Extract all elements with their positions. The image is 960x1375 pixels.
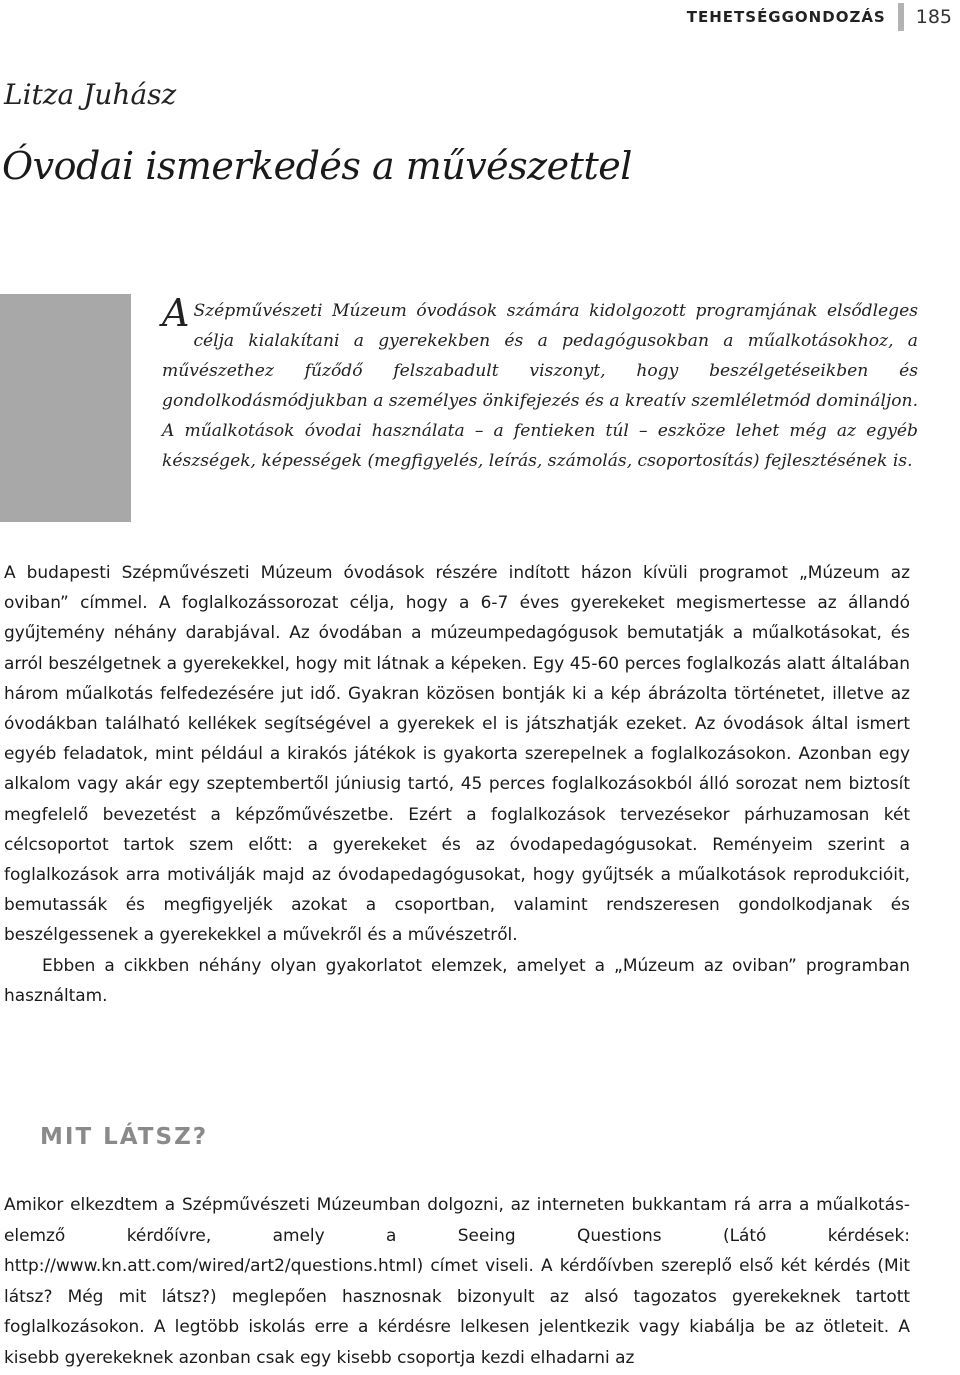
page-number: 185 — [915, 6, 952, 28]
body-paragraph: A budapesti Szépművészeti Múzeum óvodások részére indított házon kívüli programot „Múzeum az oviban” címmel. A foglalkozássorozat célja, hogy a 6-7 éves gyerekeket megismertesse az állandó gyűjtemény néhány darabjával. Az óvodában a múzeumpedagógusok bemutatják a műalkotásokat, és arról beszélgetnek a gyerekekkel, hogy mit látnak a képeken. Egy 45-60 perces foglalkozás alatt általában három műalkotás felfedezésére jut idő. Gyakran közösen bontják ki a kép ábrázolta történetet, illetve az óvodákban található kellékek segítségével a gyerekek el is játszhatják ezeket. Az óvodások által ismert egyéb feladatok, mint például a kirakós játékok is gyakorta szerepelnek a foglalkozásokon. Azonban egy alkalom vagy akár egy szeptembertől júniusig tartó, 45 perces foglalkozásokból álló sorozat nem biztosít megfelelő bevezetést a képzőművészetbe. Ezért a foglalkozások tervezésekor párhuzamosan két célcsoportot tartok szem előtt: a gyerekeket és az óvodapedagógusokat. Reményeim szerint a foglalkozások arra motiválják majd az óvodapedagógusokat, hogy gyűjtsék a műalkotások reprodukcióit, bemutassák és megfigyeljék azokat a csoportban, valamint rendszeresen gondolkodjanak és beszélgessenek a gyerekekkel a művekről és a művészetről. — [4, 562, 910, 945]
article-body — [4, 557, 910, 1010]
running-header — [687, 4, 960, 30]
section-paragraph: Amikor elkezdtem a Szépművészeti Múzeumban dolgozni, az interneten bukkantam rá arra a műalkotás-elemző kérdőívre, amely a Seeing Questions (Látó kérdések: http://www.kn.att.com/wired/art2/questions.html) címet viseli. A kérdőívben szereplő első két kérdés (Mit látsz? Még mit látsz?) meglepően hasznosnak bizonyult az alsó tagozatos gyerekeknek tartott foglalkozásokon. A legtöbb iskolás erre a kérdésre lelkesen jelentkezik vagy kiabálja be az ötleteit. A kisebb gyerekeknek azonban csak egy kisebb csoportja kezdi elhadarni az — [4, 1194, 910, 1367]
abstract-dropcap: A — [162, 291, 190, 335]
section-heading: MIT LÁTSZ? — [40, 1124, 209, 1150]
article-title: Óvodai ismerkedés a művészettel — [2, 144, 632, 188]
abstract-text: Szépművészeti Múzeum óvodások számára kidolgozott programjának elsődleges célja kialakítani a gyerekekben és a pedagógusokban a műalkotásokhoz, a művészethez fűződő felszabadult viszonyt, hogy beszélgetéseikben és gondolkodásmódjukban a személyes önkifejezés és a kreatív szemléletmód domináljon. A műalkotások óvodai használata – a fentieken túl – eszköze lehet még az egyéb készségek, képességek (megfigyelés, leírás, számolás, csoportosítás) fejlesztésének is. — [162, 301, 918, 471]
article-author: Litza Juhász — [4, 78, 177, 111]
decorative-gray-block — [0, 294, 131, 522]
body-paragraph: Ebben a cikkben néhány olyan gyakorlatot elemzek, amelyet a „Múzeum az oviban” programban használtam. — [4, 954, 910, 1005]
article-abstract — [162, 291, 918, 476]
running-header-section: TEHETSÉGGONDOZÁS — [686, 8, 886, 26]
